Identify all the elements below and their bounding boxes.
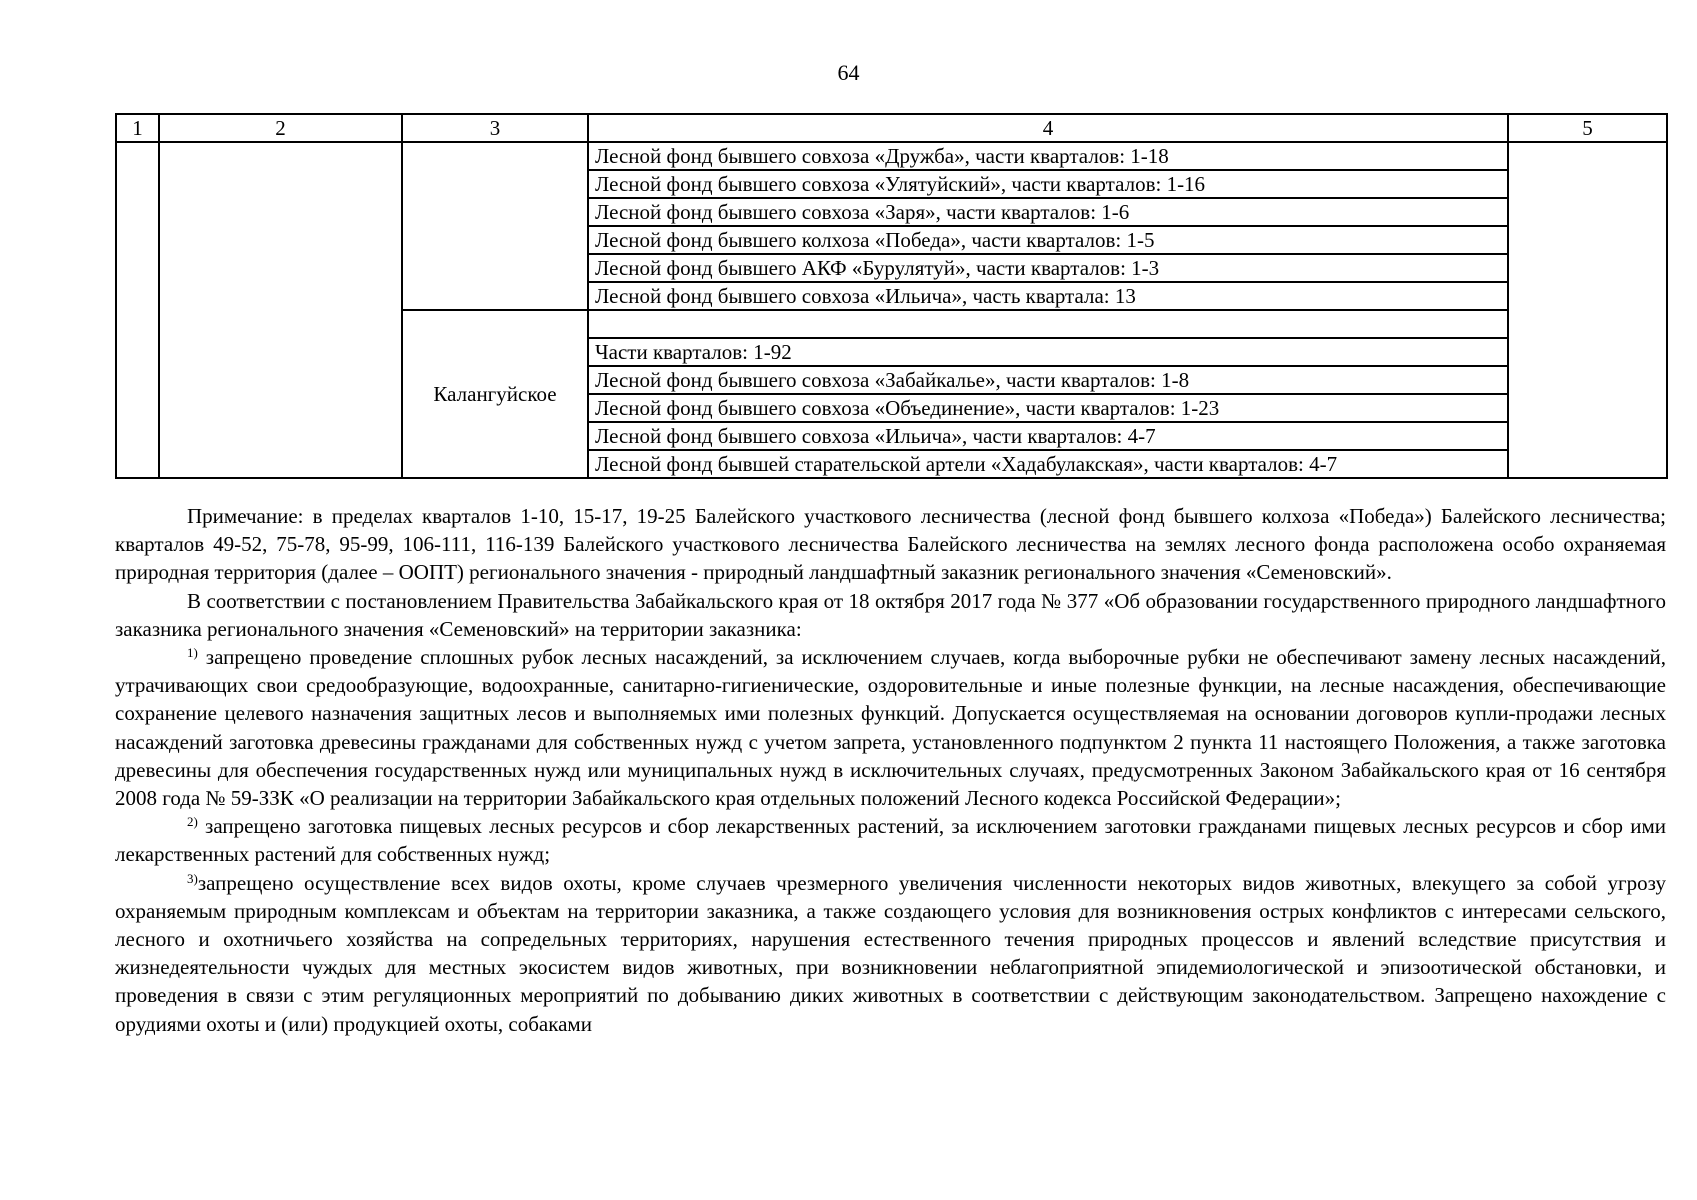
cell-col4: Лесной фонд бывшего АКФ «Бурулятуй», части кварталов: 1-3 <box>588 254 1508 282</box>
restriction-text: запрещено заготовка пищевых лесных ресурсов и сбор лекарственных растений, за исключением заготовки гражданами пищевых лесных ресурсов и сбор ими лекарственных растений для собственных нужд; <box>115 814 1666 867</box>
cell-col4: Лесной фонд бывшего колхоза «Победа», части кварталов: 1-5 <box>588 226 1508 254</box>
cell-col4: Лесной фонд бывшего совхоза «Заря», части кварталов: 1-6 <box>588 198 1508 226</box>
restriction-item-1 <box>115 643 1666 812</box>
cell-col4: Лесной фонд бывшего совхоза «Ильича», части кварталов: 4-7 <box>588 422 1508 450</box>
note-paragraph: Примечание: в пределах кварталов 1-10, 15-17, 19-25 Балейского участкового лесничества (лесной фонд бывшего колхоза «Победа») Балейского лесничества; кварталов 49-52, 75-78, 95-99, 106-111, 116-139 Балейского участкового лесничества Балейского лесничества на землях лесного фонда расположена особо охраняемая природная территория (далее – ООПТ) регионального значения - природный ландшафтный заказник регионального значения «Семеновский». <box>115 504 1666 585</box>
restriction-text: запрещено осуществление всех видов охоты, кроме случаев чрезмерного увеличения численности некоторых видов животных, влекущего за собой угрозу охраняемым природным комплексам и объектам на территории заказника, а также создающего условия для возникновения острых конфликтов с интересами сельского, лесного и охотничьего хозяйства на сопредельных территориях, нарушения естественного течения природных процессов и явлений вследствие присутствия и жизнедеятельности чуждых для местных экосистем видов животных, при возникновении неблагоприятной эпидемиологической и эпизоотической обстановки, и проведения в связи с этим регуляционных мероприятий по добыванию диких животных в соответствии с действующим законодательством. Запрещено нахождение с орудиями охоты и (или) продукцией охоты, собаками <box>115 870 1666 1036</box>
footnote-marker: 1) <box>187 645 198 661</box>
cell-col4: Лесной фонд бывшего совхоза «Улятуйский», части кварталов: 1-16 <box>588 170 1508 198</box>
cell-col4: Лесной фонд бывшего совхоза «Объединение», части кварталов: 1-23 <box>588 394 1508 422</box>
decree-paragraph: В соответствии с постановлением Правительства Забайкальского края от 18 октября 2017 года № 377 «Об образовании государственного природного ландшафтного заказника регионального значения «Семеновский» на территории заказника: <box>115 588 1666 641</box>
footnote-marker: 2) <box>187 814 198 830</box>
column-header: 1 <box>116 114 159 142</box>
cell-col3 <box>402 142 588 310</box>
notes-section <box>115 502 1666 1038</box>
restriction-item-3 <box>115 869 1666 1038</box>
page-number: 64 <box>837 60 860 85</box>
table-row <box>116 142 1667 170</box>
forestry-name: Калангуйское <box>402 310 588 478</box>
column-header: 4 <box>588 114 1508 142</box>
cell-col4: Части кварталов: 1-92 <box>588 338 1508 366</box>
cell-col4 <box>588 310 1508 338</box>
table-header-row <box>116 114 1667 142</box>
cell-col4: Лесной фонд бывшего совхоза «Забайкалье», части кварталов: 1-8 <box>588 366 1508 394</box>
restriction-item-2 <box>115 812 1666 868</box>
cell-col5 <box>1508 142 1667 478</box>
column-header: 3 <box>402 114 588 142</box>
restriction-text: запрещено проведение сплошных рубок лесных насаждений, за исключением случаев, когда выборочные рубки не обеспечивают замену лесных насаждений, утрачивающих свои средообразующие, водоохранные, санитарно-гигиенические, оздоровительные и иные полезные функции, на лесные насаждения, обеспечивающие сохранение целевого назначения защитных лесов и выполняемых ими полезных функций. Допускается осуществляемая на основании договоров купли-продажи лесных насаждений заготовка древесины гражданами для собственных нужд с учетом запрета, установленного подпунктом 2 пункта 11 настоящего Положения, а также заготовка древесины для обеспечения государственных нужд или муниципальных нужд в исключительных случаях, предусмотренных Законом Забайкальского края от 16 сентября 2008 года № 59-ЗЗК «О реализации на территории Забайкальского края отдельных положений Лесного кодекса Российской Федерации»; <box>115 645 1666 811</box>
column-header: 2 <box>159 114 402 142</box>
column-header: 5 <box>1508 114 1667 142</box>
footnote-marker: 3) <box>187 870 198 886</box>
cell-col1 <box>116 142 159 478</box>
cell-col4: Лесной фонд бывшего совхоза «Дружба», части кварталов: 1-18 <box>588 142 1508 170</box>
cell-col4: Лесной фонд бывшего совхоза «Ильича», часть квартала: 13 <box>588 282 1508 310</box>
cell-col2 <box>159 142 402 478</box>
forest-table <box>115 113 1668 479</box>
cell-col4: Лесной фонд бывшей старательской артели «Хадабулакская», части кварталов: 4-7 <box>588 450 1508 478</box>
